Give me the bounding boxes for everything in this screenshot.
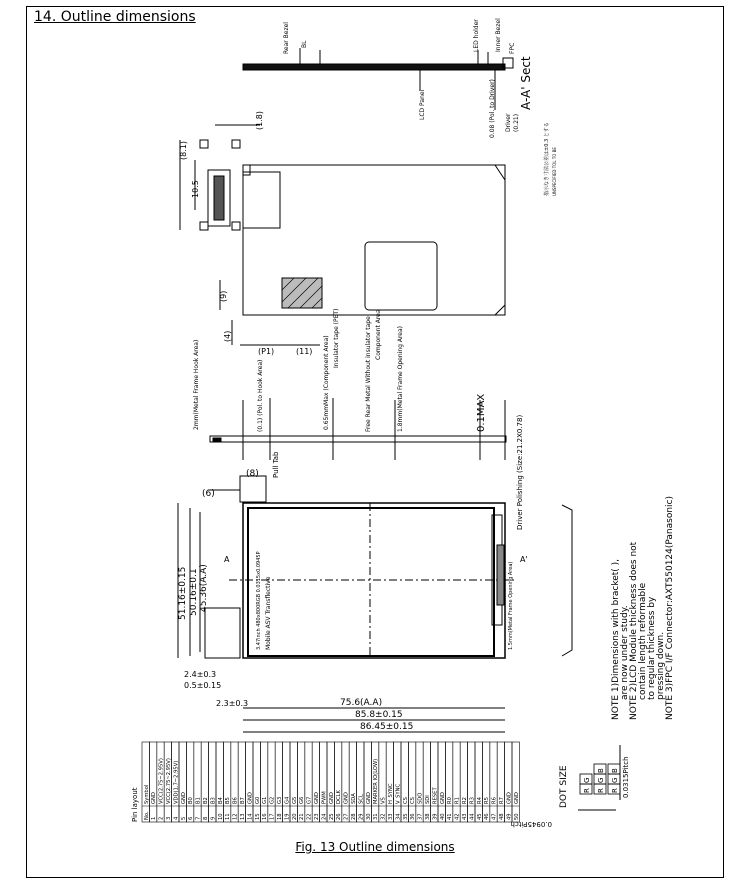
pin-symbol: GND bbox=[343, 792, 350, 804]
pin-row bbox=[290, 742, 297, 822]
pin-row bbox=[209, 742, 216, 822]
max-dim-label: 0.1MAX bbox=[476, 393, 487, 432]
pin-number: 50 bbox=[513, 813, 520, 820]
pin-row bbox=[312, 742, 319, 822]
pin-symbol: GND bbox=[247, 792, 254, 804]
pin-number: 1 bbox=[151, 816, 158, 820]
pol-to-driver-label: 0.08 (Pol. to Driver) bbox=[489, 79, 496, 138]
pin-number: 6 bbox=[188, 816, 195, 820]
led-holder-label: LED holder bbox=[473, 19, 480, 52]
pin-symbol: VCC(2.75~2.95V) bbox=[158, 758, 165, 804]
note-line-1: NOTE 1)Dimensions with bracket( ), bbox=[611, 558, 621, 720]
pin-row bbox=[453, 742, 460, 822]
tolerance-en-label: UNSPECIFIED TOL TO BE bbox=[552, 147, 557, 196]
pin-row bbox=[357, 742, 364, 822]
section-view bbox=[243, 18, 557, 196]
dot-cell-label: G bbox=[597, 777, 605, 783]
pin-symbol: B3 bbox=[210, 797, 217, 804]
pitch-b-label: 0.0945Pitch bbox=[510, 820, 552, 828]
pin-number: 33 bbox=[388, 813, 394, 820]
dim-4: (4) bbox=[223, 330, 232, 342]
note-line-5: to regular thickness by bbox=[647, 596, 657, 700]
pin-number: 10 bbox=[217, 813, 224, 820]
pin-row bbox=[179, 742, 186, 822]
pin-symbol: G4 bbox=[284, 796, 291, 804]
pin-row bbox=[268, 742, 275, 822]
pin-symbol: R4 bbox=[476, 797, 483, 804]
pin-row bbox=[334, 742, 341, 822]
pin-number: 11 bbox=[225, 813, 232, 820]
driver-polishing-label: Driver Polishing (Size:21.2X0.78) bbox=[516, 414, 524, 530]
component-area-label: Component Area bbox=[375, 309, 382, 360]
dim-45-36: 45.36(A.A) bbox=[199, 564, 209, 612]
dim-8: (8) bbox=[246, 469, 259, 479]
pin-symbol: B6 bbox=[232, 797, 239, 804]
insulator-tape-label: Insulator tape (PET) bbox=[333, 308, 340, 368]
pin-symbol: R6 bbox=[491, 797, 498, 804]
pin-symbol: H_SYNC bbox=[388, 783, 394, 804]
pin-row bbox=[394, 742, 401, 822]
pin-symbol: PWM bbox=[321, 791, 328, 804]
pin-row bbox=[438, 742, 445, 822]
model-info-label: 3.47inch 480x800RGB 0.0315x0.0945P bbox=[256, 551, 262, 650]
pin-number: 48 bbox=[499, 813, 505, 820]
pin-row bbox=[379, 742, 386, 822]
pin-number: 35 bbox=[402, 813, 409, 820]
pin-number: 12 bbox=[232, 813, 239, 820]
pin-row bbox=[142, 742, 149, 822]
tolerance-jp-label: 指示なき寸法公差は±0.3 とする bbox=[544, 122, 550, 196]
pin-row bbox=[201, 742, 208, 822]
pin-row bbox=[216, 742, 223, 822]
front-view bbox=[178, 415, 572, 732]
side-view bbox=[193, 316, 506, 460]
section-a-label: A bbox=[224, 555, 230, 564]
pin-symbol: R7 bbox=[499, 797, 505, 804]
section-a2-label: A' bbox=[520, 555, 528, 564]
pin-symbol: B7 bbox=[240, 797, 246, 804]
pin-row bbox=[342, 742, 349, 822]
pin-symbol: G3 bbox=[277, 796, 283, 804]
pin-row bbox=[401, 742, 408, 822]
pin-row bbox=[283, 742, 290, 822]
dim-75-6: 75.6(A.A) bbox=[340, 698, 383, 708]
pin-row bbox=[231, 742, 238, 822]
pin-symbol: B5 bbox=[225, 797, 232, 804]
pin-number: 40 bbox=[439, 813, 446, 820]
section-title-label: A-A' Sect bbox=[519, 56, 533, 110]
pin-symbol: SDI bbox=[425, 795, 431, 804]
pin-row bbox=[505, 742, 512, 822]
metal-frame-18-label: 1.8mm(Metal Frame Opening Area) bbox=[397, 325, 404, 432]
dot-cell-label: R bbox=[597, 788, 605, 793]
pin-row bbox=[238, 742, 245, 822]
dim-0-5: 0.5±0.15 bbox=[184, 681, 222, 690]
pin-row bbox=[497, 742, 504, 822]
pitch-a-label: 0.0315Pitch bbox=[622, 756, 630, 798]
pin-number: 31 bbox=[373, 813, 380, 820]
dot-cell-label: R bbox=[611, 788, 619, 793]
component-area-065-label: 0.65mmMax (Component Area) bbox=[323, 335, 330, 430]
dim-51-16: 51.16±0.15 bbox=[178, 566, 188, 620]
dim-86-45: 86.45±0.15 bbox=[360, 722, 414, 732]
pin-row bbox=[320, 742, 327, 822]
pin-row bbox=[223, 742, 230, 822]
pin-number: 26 bbox=[336, 813, 343, 820]
pin-row bbox=[423, 742, 430, 822]
pin-symbol: GND bbox=[328, 792, 335, 804]
pin-number: 22 bbox=[306, 813, 313, 820]
dot-cell-label: B bbox=[597, 768, 605, 773]
pin-row bbox=[305, 742, 312, 822]
pull-tab-label: Pull Tab bbox=[272, 451, 280, 478]
pin-number: 7 bbox=[195, 816, 202, 820]
pin-row bbox=[482, 742, 489, 822]
pin-number: 36 bbox=[410, 813, 417, 820]
pin-number: 23 bbox=[314, 813, 320, 820]
pin-symbol: GND bbox=[506, 792, 513, 804]
metal-frame-15-label: 1.5mm(Metal Frame Opening Area) bbox=[508, 561, 514, 650]
pin-number: 49 bbox=[506, 813, 513, 820]
pin-row bbox=[364, 742, 371, 822]
pin-row bbox=[416, 742, 423, 822]
notes bbox=[611, 496, 675, 720]
pin-number: 29 bbox=[358, 813, 365, 820]
pin-number: 27 bbox=[343, 813, 350, 820]
note-line-3: NOTE 2)LCD Module thickness does not bbox=[629, 541, 639, 720]
pin-symbol: B0 bbox=[188, 797, 195, 804]
pin-row bbox=[445, 742, 452, 822]
pin-symbol: VDD(1.7~2.95V) bbox=[173, 760, 180, 804]
pin-symbol: B1 bbox=[195, 797, 202, 804]
pol-to-hook-label: (0.1) (Pol. to Hook Area) bbox=[257, 359, 264, 432]
bl-label: BL bbox=[301, 40, 308, 48]
pin-number: 46 bbox=[484, 813, 491, 820]
pin-symbol: R0 bbox=[447, 797, 454, 804]
pin-symbol: G6 bbox=[299, 796, 306, 804]
pin-symbol: GND bbox=[365, 792, 372, 804]
pin-number: 13 bbox=[240, 813, 246, 820]
note-line-4: contain length reformable bbox=[638, 582, 648, 700]
pin-symbol: MARKER IO(LOW) bbox=[373, 758, 380, 804]
pin-number: 15 bbox=[254, 813, 261, 820]
pin-number: 30 bbox=[365, 813, 372, 820]
pin-symbol: GND bbox=[314, 792, 320, 804]
pin-number: 21 bbox=[299, 813, 306, 820]
section-title: 14. Outline dimensions bbox=[34, 9, 196, 25]
pin-number: 17 bbox=[269, 813, 276, 820]
dot-cell-label: R bbox=[583, 788, 591, 793]
pin-number: 47 bbox=[491, 813, 498, 820]
pin-row bbox=[468, 742, 475, 822]
dot-grid bbox=[580, 764, 620, 794]
pin-number: 45 bbox=[476, 813, 483, 820]
pin-number: 32 bbox=[380, 813, 387, 820]
dot-cell-label: G bbox=[583, 777, 591, 783]
pin-symbol: DCLK bbox=[336, 790, 343, 804]
pin-row bbox=[512, 742, 519, 822]
lcd-panel-label: LCD Panel bbox=[419, 89, 426, 120]
metal-frame-2-label: 2mm(Metal Frame Hook Area) bbox=[193, 339, 200, 430]
dim-p1: (P1) bbox=[258, 347, 275, 356]
dim-50-16: 50.16±0.1 bbox=[189, 568, 199, 616]
pin-number: 3 bbox=[166, 816, 172, 820]
pin-number: 37 bbox=[417, 813, 424, 820]
pin-number: 20 bbox=[291, 813, 298, 820]
pin-number: 14 bbox=[247, 813, 254, 820]
pin-row bbox=[431, 742, 438, 822]
pin-row bbox=[408, 742, 415, 822]
note-line-7: NOTE 3)FPC I/F Connector:AXT550124(Panasonic) bbox=[665, 495, 675, 720]
pin-row bbox=[246, 742, 253, 822]
pin-symbol: R5 bbox=[484, 797, 491, 804]
pin-symbol: VCC(2.75~2.95V) bbox=[166, 758, 172, 804]
pin-symbol: V_SYNC bbox=[395, 783, 402, 804]
dim-1-8: (1.8) bbox=[255, 111, 264, 130]
pin-row bbox=[490, 742, 497, 822]
pin-layout-title: Pin layout bbox=[131, 787, 139, 822]
pin-number: 28 bbox=[351, 813, 357, 820]
pin-symbol: GND bbox=[180, 792, 187, 804]
pin-symbol: CS bbox=[402, 797, 409, 804]
pin-symbol: B4 bbox=[217, 797, 224, 804]
pin-symbol: G0 bbox=[254, 796, 261, 804]
pin-symbol: G5 bbox=[291, 796, 298, 804]
pin-symbol: Symbol bbox=[143, 784, 150, 804]
pin-row bbox=[349, 742, 356, 822]
pin-number: 16 bbox=[262, 813, 269, 820]
pin-number: 34 bbox=[395, 813, 402, 820]
note-line-2: are now under study. bbox=[620, 605, 630, 700]
pin-symbol: GND bbox=[513, 792, 520, 804]
dot-cell-label: G bbox=[611, 777, 619, 783]
pin-number: 41 bbox=[447, 813, 454, 820]
dim-8-1: (8.1) bbox=[179, 141, 188, 160]
pin-symbol: CS bbox=[410, 797, 417, 804]
dim-6: (6) bbox=[202, 489, 215, 499]
dim-85-8: 85.8±0.15 bbox=[355, 710, 403, 720]
pin-symbol: R1 bbox=[454, 797, 461, 804]
fpc-label: FPC bbox=[509, 42, 516, 54]
pin-row bbox=[475, 742, 482, 822]
pin-layout bbox=[131, 742, 520, 822]
pin-row bbox=[297, 742, 304, 822]
dim-9: (9) bbox=[219, 290, 228, 302]
module-type-label: Mobile ASV Transflective bbox=[265, 576, 272, 650]
pin-symbol: SDA bbox=[351, 793, 357, 804]
pin-symbol: R3 bbox=[469, 797, 476, 804]
dim-2-3: 2.3±0.3 bbox=[216, 699, 249, 708]
dot-size bbox=[510, 745, 630, 828]
dim-10-5: 10.5 bbox=[191, 180, 200, 198]
pin-row bbox=[327, 742, 334, 822]
pin-row bbox=[186, 742, 193, 822]
pin-row bbox=[194, 742, 201, 822]
figure-caption: Fig. 13 Outline dimensions bbox=[295, 840, 455, 854]
pin-symbol: G1 bbox=[262, 796, 269, 804]
pin-row bbox=[260, 742, 267, 822]
pin-number: No. bbox=[143, 811, 150, 820]
pin-row bbox=[253, 742, 260, 822]
pin-row bbox=[386, 742, 393, 822]
dot-cell-label: B bbox=[611, 768, 619, 773]
pin-number: 8 bbox=[203, 816, 209, 820]
pin-number: 43 bbox=[462, 813, 468, 820]
pin-number: 38 bbox=[425, 813, 431, 820]
note-line-6: pressing down. bbox=[656, 631, 666, 700]
pin-symbol: GND bbox=[151, 792, 158, 804]
pin-number: 24 bbox=[321, 813, 328, 820]
pin-number: 39 bbox=[432, 813, 439, 820]
pin-number: 19 bbox=[284, 813, 291, 820]
back-view bbox=[179, 111, 505, 368]
pin-row bbox=[460, 742, 467, 822]
pin-symbol: B2 bbox=[203, 797, 209, 804]
pin-number: 25 bbox=[328, 813, 335, 820]
dim-2-4: 2.4±0.3 bbox=[184, 670, 217, 679]
pin-symbol: G2 bbox=[269, 796, 276, 804]
pin-symbol: R2 bbox=[462, 797, 468, 804]
pin-number: 18 bbox=[277, 813, 283, 820]
pin-number: 2 bbox=[158, 816, 165, 820]
pin-number: 9 bbox=[210, 816, 217, 820]
dim-11: (11) bbox=[296, 347, 313, 356]
pin-number: 44 bbox=[469, 813, 476, 820]
driver-dim-label: (0.21) bbox=[513, 113, 520, 132]
pin-symbol: RESET bbox=[432, 787, 439, 804]
pin-symbol: SDO bbox=[417, 792, 424, 804]
pin-symbol: G7 bbox=[306, 796, 313, 804]
pin-row bbox=[275, 742, 282, 822]
pin-symbol: VS bbox=[380, 797, 387, 804]
pin-number: 42 bbox=[454, 813, 461, 820]
free-rear-metal-label: Free Rear Metal Without insulator tape bbox=[365, 316, 372, 432]
pin-row bbox=[149, 742, 156, 822]
pin-number: 4 bbox=[173, 816, 180, 820]
rear-bezel-label: Rear Bezel bbox=[283, 22, 290, 54]
pin-symbol: SCL bbox=[358, 794, 365, 804]
inner-bezel-label: Inner Bezel bbox=[495, 18, 502, 52]
pin-number: 5 bbox=[180, 816, 187, 820]
dot-size-title: DOT SIZE bbox=[559, 765, 569, 808]
pin-symbol: GND bbox=[439, 792, 446, 804]
pin-table bbox=[142, 742, 520, 822]
driver-label: Driver bbox=[505, 113, 512, 132]
